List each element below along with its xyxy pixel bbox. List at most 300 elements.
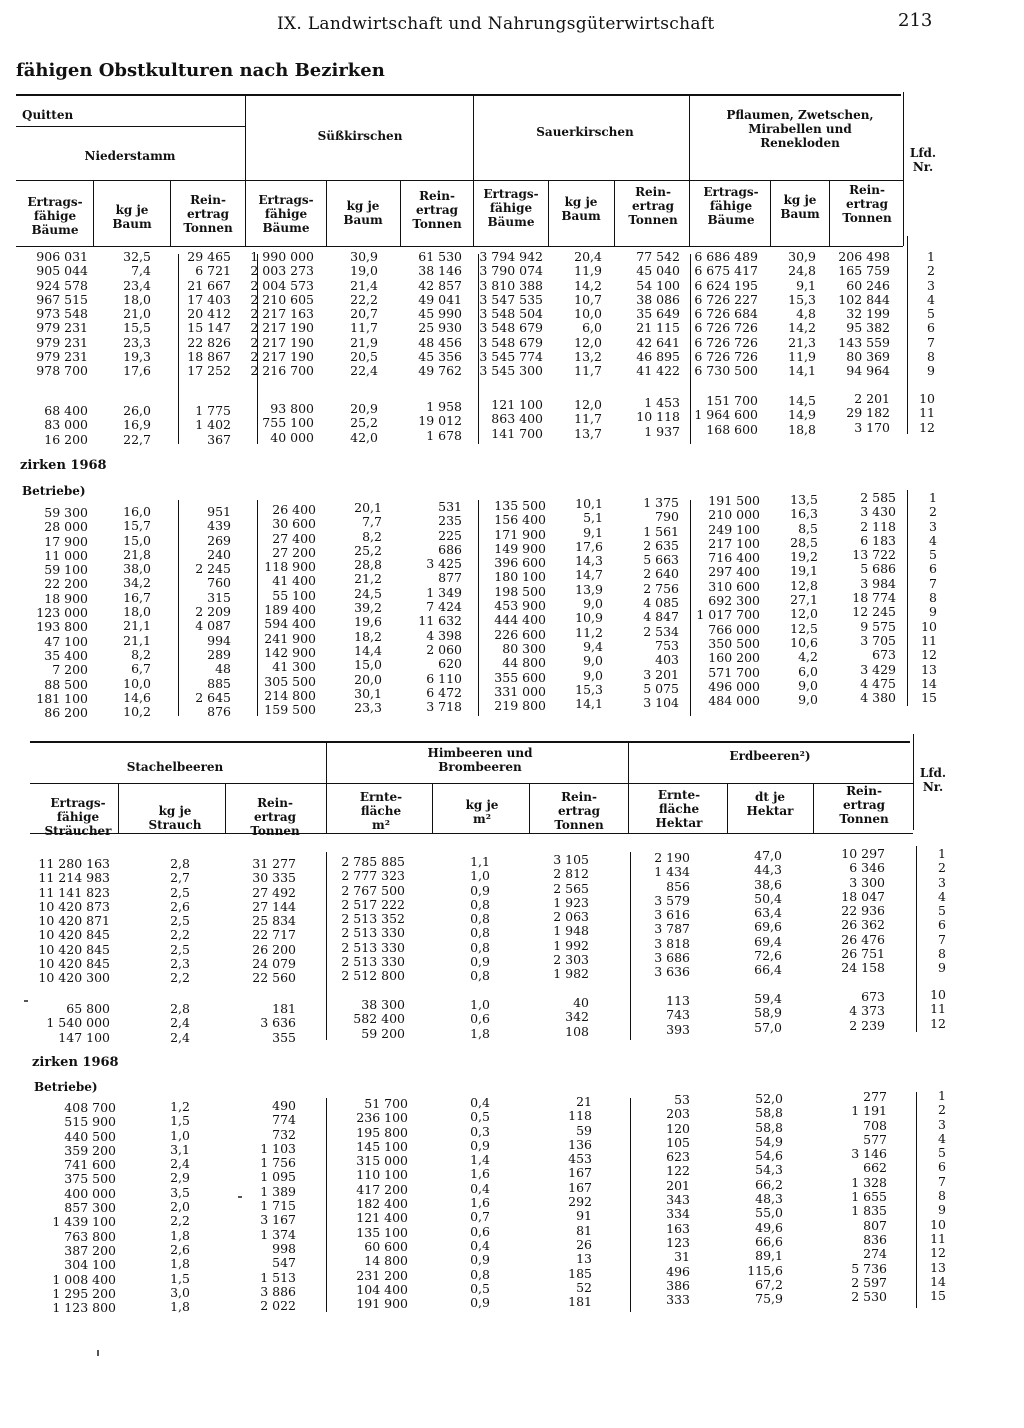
- table-cell: 13,5: [790, 492, 818, 507]
- table-cell: 2,5: [170, 941, 190, 957]
- table-cell: 2 513 330: [341, 939, 405, 955]
- table-cell: 2,6: [170, 898, 190, 914]
- table-cell: 81: [576, 1222, 592, 1238]
- subheader-divider: [829, 181, 830, 246]
- table-cell: 343: [666, 1192, 690, 1208]
- table-cell: 2 239: [849, 1017, 885, 1033]
- table-cell: 59 300: [44, 505, 88, 520]
- table-cell: 3: [927, 277, 935, 293]
- top-rule-divider: [903, 92, 904, 246]
- top-table-top-rule: [16, 94, 901, 96]
- table-cell: 0,3: [470, 1123, 490, 1139]
- table-cell: 3 167: [260, 1212, 296, 1228]
- running-head: IX. Landwirtschaft und Nahrungsgüterwirtschaft: [277, 14, 715, 34]
- table-cell: 12,0: [790, 606, 818, 622]
- table-cell: 289: [207, 646, 231, 662]
- table-cell: 2,4: [170, 1015, 190, 1031]
- table-cell: 2 004 573: [250, 277, 314, 293]
- table-cell: 0,4: [470, 1237, 490, 1253]
- table-cell: 304 100: [64, 1257, 116, 1273]
- table-cell: 1: [927, 249, 935, 264]
- table-cell: 19,2: [790, 549, 818, 565]
- table-cell: 594 400: [264, 616, 316, 632]
- table-cell: 2 565: [553, 880, 589, 896]
- table-cell: 1 937: [644, 423, 680, 439]
- table-cell: 38,6: [754, 876, 782, 892]
- table-cell: 14: [930, 1273, 946, 1289]
- table-cell: 21,8: [123, 546, 151, 562]
- table-cell: 13: [576, 1251, 592, 1267]
- table-cell: 11 141 823: [38, 884, 110, 900]
- subheader-divider: [118, 784, 119, 833]
- table-cell: 38 146: [418, 263, 462, 279]
- table-cell: 1,5: [170, 1270, 190, 1286]
- table-cell: 2 512 800: [341, 968, 405, 984]
- table-cell: 47 100: [44, 633, 88, 649]
- table-cell: 876: [207, 704, 231, 720]
- table-cell: 315: [207, 589, 231, 605]
- table-cell: 20,1: [354, 500, 382, 515]
- top-rule-divider: [245, 96, 246, 246]
- table-cell: 1,6: [470, 1195, 490, 1211]
- data-column: [123, 404, 151, 447]
- table-cell: 1 678: [426, 427, 462, 443]
- table-cell: 3 794 942: [479, 249, 543, 264]
- section-sublabel: Betriebe): [34, 1080, 98, 1094]
- table-cell: 836: [863, 1231, 887, 1247]
- table-cell: 1 402: [195, 417, 231, 433]
- table-cell: 3 686: [654, 950, 690, 966]
- table-cell: 6 183: [860, 532, 896, 548]
- page-number: 213: [898, 10, 933, 31]
- table-cell: 3 579: [654, 892, 690, 908]
- table-cell: 44,3: [754, 862, 782, 878]
- table-cell: 7 200: [52, 662, 88, 678]
- table-cell: 2,3: [170, 956, 190, 972]
- table-cell: 3 545 300: [479, 363, 543, 379]
- data-column: [754, 849, 782, 978]
- table-cell: 39,2: [354, 600, 382, 616]
- data-column: [754, 992, 782, 1035]
- table-cell: 59,4: [754, 991, 782, 1006]
- subheader-divider: [93, 181, 94, 246]
- header-sauerkirschen: Sauerkirschen: [536, 125, 634, 139]
- table-cell: 19,6: [354, 614, 382, 630]
- table-cell: 83 000: [44, 417, 88, 433]
- table-cell: 7: [929, 575, 937, 591]
- table-cell: 159 500: [264, 702, 316, 718]
- table-cell: 2 530: [851, 1289, 887, 1305]
- table-cell: 181: [568, 1294, 592, 1310]
- table-cell: 807: [863, 1217, 887, 1233]
- table-cell: 135 100: [356, 1224, 408, 1240]
- table-cell: 3 170: [854, 419, 890, 435]
- table-cell: 2 513 352: [341, 911, 405, 927]
- table-cell: 5: [929, 547, 937, 563]
- table-cell: 17 403: [187, 291, 231, 307]
- table-cell: 22 560: [252, 970, 296, 986]
- table-cell: 3 425: [426, 556, 462, 572]
- data-divider: [326, 1098, 327, 1312]
- table-cell: 1 835: [851, 1203, 887, 1219]
- subheader-ertrag-baeume: Ertrags- fähige Bäume: [27, 195, 83, 237]
- table-cell: 331 000: [494, 683, 546, 699]
- table-cell: 5,1: [583, 510, 603, 526]
- table-cell: 905 044: [36, 263, 88, 279]
- table-cell: 52: [576, 1279, 592, 1295]
- table-cell: 766 000: [708, 621, 760, 637]
- table-cell: 6 726 726: [694, 349, 758, 365]
- table-cell: 310 600: [708, 578, 760, 594]
- table-cell: 141 700: [491, 425, 543, 441]
- table-cell: 6 726 726: [694, 334, 758, 350]
- table-cell: 9: [927, 363, 935, 379]
- data-column: [841, 847, 885, 976]
- data-column: [938, 847, 946, 976]
- table-cell: 393: [666, 1021, 690, 1037]
- subheader-divider: [727, 784, 728, 833]
- table-cell: 973 548: [36, 306, 88, 322]
- table-cell: 241 900: [264, 630, 316, 646]
- table-cell: 1 095: [260, 1169, 296, 1185]
- table-cell: 906 031: [36, 249, 88, 264]
- table-cell: 4 085: [643, 595, 679, 611]
- table-cell: 26 751: [841, 946, 885, 962]
- table-cell: 3 616: [654, 907, 690, 923]
- data-column: [170, 857, 190, 986]
- table-cell: 11: [930, 1001, 946, 1017]
- table-cell: 269: [207, 532, 231, 548]
- table-cell: 21,1: [123, 632, 151, 648]
- subheader-reinertrag: Rein- ertrag Tonnen: [183, 193, 233, 235]
- table-cell: 686: [438, 541, 462, 557]
- data-column: [418, 250, 462, 379]
- table-cell: 1: [929, 490, 937, 505]
- data-column: [354, 501, 382, 715]
- header-stachelbeeren: Stachelbeeren: [126, 760, 224, 774]
- table-cell: 6 675 417: [694, 263, 758, 279]
- table-cell: 23,4: [123, 277, 151, 293]
- data-column: [575, 497, 603, 711]
- table-cell: 1 295 200: [52, 1285, 116, 1301]
- table-cell: 3 886: [260, 1283, 296, 1299]
- subheader-reinertrag: Rein- ertrag Tonnen: [628, 185, 678, 227]
- subheader-divider: [548, 181, 549, 246]
- table-cell: 15,0: [354, 657, 382, 673]
- data-divider: [630, 852, 631, 1040]
- table-cell: 2 118: [860, 518, 896, 534]
- table-cell: 11,2: [575, 624, 603, 640]
- table-cell: 1 715: [260, 1198, 296, 1214]
- table-cell: 10 420 873: [38, 898, 110, 914]
- table-cell: 0,8: [470, 925, 490, 941]
- data-column: [36, 250, 88, 379]
- table-cell: 396 600: [494, 555, 546, 571]
- table-cell: 375 500: [64, 1171, 116, 1187]
- table-cell: 1 191: [851, 1103, 887, 1119]
- data-column: [838, 250, 890, 379]
- table-cell: 95 382: [846, 320, 890, 336]
- section-label: zirken 1968: [20, 458, 107, 473]
- table-cell: 6 686 489: [694, 249, 758, 264]
- table-cell: 18 867: [187, 349, 231, 365]
- table-cell: 11,7: [574, 363, 602, 379]
- table-cell: 13: [921, 661, 937, 677]
- table-cell: 0,9: [470, 1137, 490, 1153]
- table-cell: 6 726 684: [694, 306, 758, 322]
- table-cell: 18 047: [841, 888, 885, 904]
- table-cell: 3 300: [849, 874, 885, 890]
- table-cell: 12: [930, 1245, 946, 1261]
- top-rule-divider: [473, 96, 474, 246]
- table-cell: 28 000: [44, 519, 88, 535]
- table-cell: 9: [938, 1202, 946, 1218]
- table-cell: 1 123 800: [52, 1300, 116, 1316]
- table-cell: 2 777 323: [341, 868, 405, 884]
- table-cell: 171 900: [494, 526, 546, 542]
- subheader-divider: [614, 181, 615, 246]
- data-column: [919, 392, 935, 435]
- table-cell: 42 641: [636, 334, 680, 350]
- table-cell: 17 252: [187, 363, 231, 379]
- table-cell: 21,1: [123, 618, 151, 634]
- table-cell: 25 834: [252, 913, 296, 929]
- table-cell: 26 200: [252, 941, 296, 957]
- header-erdbeeren: Erdbeeren²): [729, 749, 811, 763]
- data-column: [38, 857, 110, 986]
- table-cell: 857 300: [64, 1200, 116, 1216]
- subheader-divider: [326, 181, 327, 246]
- table-cell: 28,8: [354, 557, 382, 573]
- data-column: [636, 250, 680, 379]
- table-cell: 4 380: [860, 690, 896, 706]
- table-cell: 10 420 845: [38, 956, 110, 972]
- table-cell: 66,4: [754, 962, 782, 978]
- data-column: [852, 491, 896, 705]
- table-cell: 7,4: [131, 263, 151, 279]
- table-cell: 1 756: [260, 1155, 296, 1171]
- table-cell: 123: [666, 1234, 690, 1250]
- table-cell: 58,8: [755, 1119, 783, 1135]
- header-suesskirschen: Süßkirschen: [317, 129, 403, 143]
- subheader-ertrag-baeume: Ertrags- fähige Bäume: [703, 185, 759, 227]
- table-cell: 496: [666, 1263, 690, 1279]
- data-column: [568, 1095, 592, 1309]
- data-column: [846, 392, 890, 435]
- table-cell: 3 818: [654, 935, 690, 951]
- table-cell: 7: [927, 334, 935, 350]
- data-divider: [178, 254, 179, 444]
- table-cell: 716 400: [708, 550, 760, 566]
- table-cell: 27 400: [272, 530, 316, 546]
- table-cell: 755 100: [262, 415, 314, 431]
- table-cell: 167: [568, 1165, 592, 1181]
- table-cell: 14 800: [364, 1253, 408, 1269]
- table-cell: 16,9: [123, 417, 151, 433]
- subheader-divider: [225, 784, 226, 833]
- table-cell: 20,9: [350, 401, 378, 416]
- table-cell: 484 000: [708, 693, 760, 709]
- table-cell: 10 420 871: [38, 913, 110, 929]
- table-cell: 20,5: [350, 349, 378, 365]
- table-cell: 3 787: [654, 921, 690, 937]
- table-cell: 9,0: [583, 596, 603, 612]
- table-cell: 7 424: [426, 599, 462, 615]
- table-cell: 29 182: [846, 405, 890, 421]
- table-cell: 49 041: [418, 291, 462, 307]
- table-cell: 1: [938, 846, 946, 861]
- table-cell: 924 578: [36, 277, 88, 293]
- table-cell: 2,9: [170, 1170, 190, 1186]
- table-cell: 88 500: [44, 676, 88, 692]
- table-cell: 180 100: [494, 569, 546, 585]
- table-cell: 2,2: [170, 970, 190, 986]
- table-cell: 121 400: [356, 1210, 408, 1226]
- table-cell: 877: [438, 570, 462, 586]
- table-cell: 3: [938, 1116, 946, 1132]
- table-cell: 3,5: [170, 1184, 190, 1200]
- table-cell: 210 000: [708, 507, 760, 523]
- bottom-rule-divider: [326, 741, 327, 833]
- table-cell: 741 600: [64, 1157, 116, 1173]
- table-cell: 1 513: [260, 1269, 296, 1285]
- table-cell: 1,0: [470, 868, 490, 884]
- table-cell: 577: [863, 1131, 887, 1147]
- table-cell: 387 200: [64, 1242, 116, 1258]
- table-cell: 58,8: [755, 1105, 783, 1121]
- table-cell: 12,0: [574, 334, 602, 350]
- table-cell: 0,4: [470, 1095, 490, 1110]
- table-cell: 403: [655, 652, 679, 668]
- table-cell: 19,3: [123, 349, 151, 365]
- table-cell: 453: [568, 1151, 592, 1167]
- table-cell: 22,2: [350, 291, 378, 307]
- table-cell: 24 079: [252, 956, 296, 972]
- table-cell: 167: [568, 1179, 592, 1195]
- data-column: [849, 990, 885, 1033]
- table-cell: 59 200: [361, 1025, 405, 1041]
- subheader-kg-je-baum: kg je Baum: [343, 199, 383, 227]
- table-cell: 32 199: [846, 306, 890, 322]
- table-cell: 31: [674, 1249, 690, 1265]
- subheader-kg-je-baum: kg je Baum: [112, 203, 152, 231]
- header-niederstamm: Niederstamm: [84, 149, 176, 163]
- data-divider: [916, 1092, 917, 1308]
- table-cell: 24,5: [354, 585, 382, 601]
- subheader-divider: [529, 784, 530, 833]
- table-cell: 214 800: [264, 687, 316, 703]
- table-cell: 147 100: [58, 1029, 110, 1045]
- table-cell: 2 645: [195, 689, 231, 705]
- subheader-erntefl-m2: Ernte- fläche m²: [359, 790, 403, 832]
- table-cell: 18,0: [123, 291, 151, 307]
- table-cell: 122: [666, 1163, 690, 1179]
- table-cell: 118 900: [264, 559, 316, 575]
- table-cell: 120: [666, 1120, 690, 1136]
- table-cell: 856: [666, 878, 690, 894]
- table-cell: 515 900: [64, 1114, 116, 1130]
- table-cell: 195 800: [356, 1124, 408, 1140]
- table-cell: 662: [863, 1160, 887, 1176]
- table-cell: 732: [272, 1126, 296, 1142]
- table-cell: 145 100: [356, 1138, 408, 1154]
- table-cell: 35 400: [44, 647, 88, 663]
- table-cell: 15 147: [187, 320, 231, 336]
- subheader-reinertrag: Rein- ertrag Tonnen: [250, 796, 300, 838]
- table-cell: 292: [568, 1194, 592, 1210]
- table-cell: 6,7: [131, 661, 151, 677]
- table-cell: 8: [927, 349, 935, 365]
- table-cell: 15,7: [123, 518, 151, 534]
- bottom-table-top-rule: [30, 741, 910, 743]
- table-cell: 21: [576, 1094, 592, 1109]
- data-column: [356, 1097, 408, 1311]
- table-cell: 110 100: [356, 1167, 408, 1183]
- table-cell: 38,0: [123, 561, 151, 577]
- table-cell: 979 231: [36, 349, 88, 365]
- table-cell: 8,2: [362, 528, 382, 544]
- table-cell: 2 190: [654, 850, 690, 865]
- table-cell: 10: [930, 987, 946, 1002]
- table-cell: 206 498: [838, 249, 890, 264]
- table-cell: 77 542: [636, 249, 680, 264]
- table-cell: 45 040: [636, 263, 680, 279]
- table-cell: 22,4: [350, 363, 378, 379]
- table-cell: 193 800: [36, 619, 88, 635]
- table-cell: 46 895: [636, 349, 680, 365]
- data-column: [696, 494, 760, 708]
- table-cell: 3 146: [851, 1146, 887, 1162]
- table-cell: 2 060: [426, 641, 462, 657]
- table-cell: 9,0: [798, 677, 818, 693]
- data-column: [46, 1002, 110, 1045]
- table-cell: 6: [938, 1159, 946, 1175]
- table-cell: 203: [666, 1106, 690, 1122]
- table-cell: 24,8: [788, 263, 816, 279]
- table-cell: 20,7: [350, 306, 378, 322]
- table-cell: 3 548 679: [479, 334, 543, 350]
- subheader-reinertrag: Rein- ertrag Tonnen: [554, 790, 604, 832]
- table-cell: 1 349: [426, 584, 462, 600]
- table-cell: 11: [930, 1230, 946, 1246]
- table-cell: 400 000: [64, 1185, 116, 1201]
- table-cell: 1,8: [170, 1256, 190, 1272]
- table-cell: 2,0: [170, 1199, 190, 1215]
- table-cell: 4,2: [798, 649, 818, 665]
- table-cell: 2 812: [553, 866, 589, 882]
- table-cell: 12: [930, 1015, 946, 1031]
- data-column: [553, 853, 589, 982]
- subheader-divider: [813, 784, 814, 833]
- table-cell: 6: [929, 561, 937, 577]
- table-cell: 231 200: [356, 1267, 408, 1283]
- table-cell: 1,4: [470, 1152, 490, 1168]
- table-cell: 38 300: [361, 997, 405, 1012]
- table-cell: 2: [938, 860, 946, 876]
- table-cell: 2,8: [170, 1001, 190, 1016]
- table-cell: 2,2: [170, 1213, 190, 1229]
- table-cell: 163: [666, 1220, 690, 1236]
- table-cell: 89,1: [755, 1248, 783, 1264]
- table-cell: 4 398: [426, 627, 462, 643]
- table-cell: 19,0: [350, 263, 378, 279]
- table-cell: 21,0: [123, 306, 151, 322]
- data-divider: [257, 500, 258, 716]
- table-cell: 136: [568, 1136, 592, 1152]
- table-cell: 2,6: [170, 1241, 190, 1257]
- table-cell: 30 335: [252, 870, 296, 886]
- table-cell: 20,0: [354, 671, 382, 687]
